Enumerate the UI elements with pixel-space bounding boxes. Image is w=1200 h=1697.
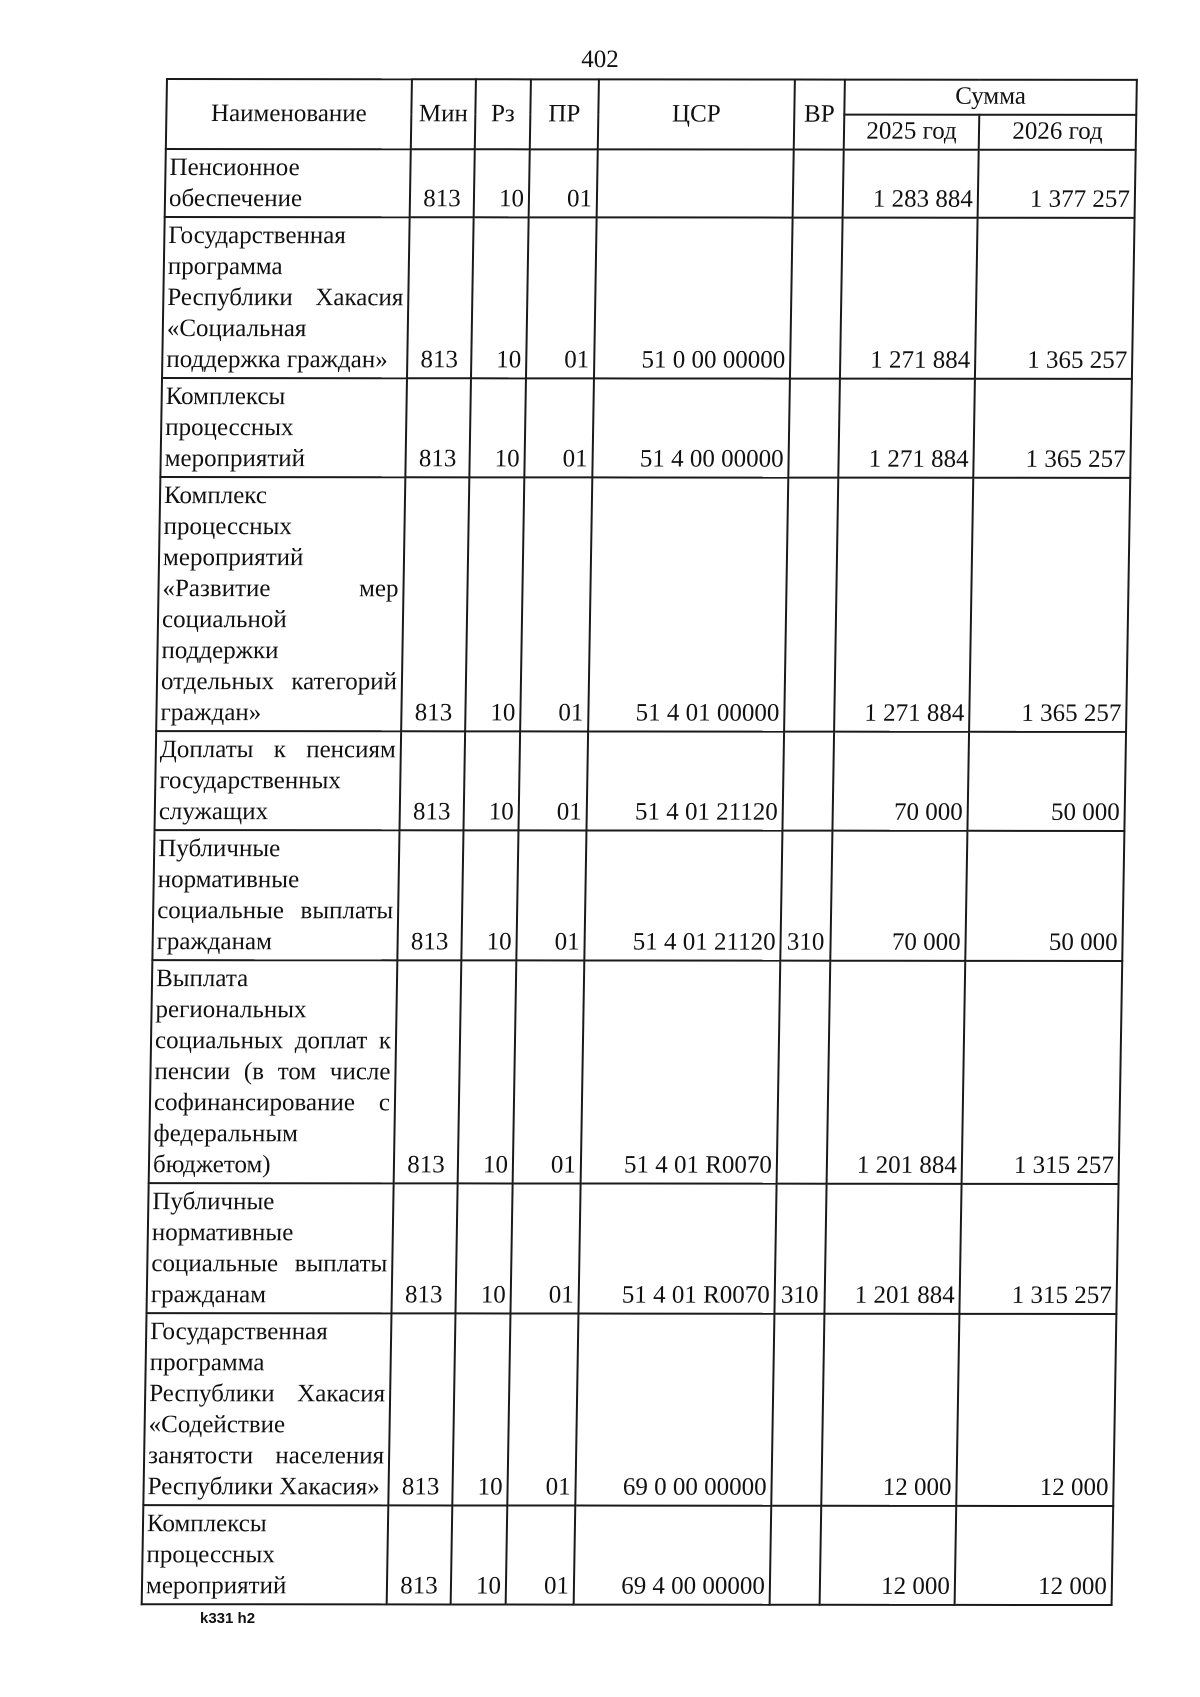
budget-table bbox=[141, 78, 1138, 1606]
row-csr-cell: 69 0 00 00000 bbox=[575, 1314, 774, 1506]
row-rz-cell: 10 bbox=[461, 830, 518, 960]
row-2025-cell: 1 271 884 bbox=[834, 478, 973, 732]
row-rz-cell: 10 bbox=[471, 217, 529, 378]
table-row bbox=[160, 378, 1132, 478]
row-pr-cell: 01 bbox=[516, 830, 586, 960]
row-vr-cell bbox=[784, 478, 838, 732]
row-2026-cell: 1 365 257 bbox=[975, 218, 1135, 379]
row-rz-cell: 10 bbox=[451, 1505, 508, 1604]
table-body bbox=[142, 149, 1136, 1605]
row-csr-cell bbox=[597, 149, 794, 217]
row-csr-cell: 51 4 01 R0070 bbox=[578, 1184, 776, 1314]
budget-table-container bbox=[141, 78, 1138, 1606]
row-2026-cell: 50 000 bbox=[967, 732, 1126, 831]
row-min-cell: 813 bbox=[391, 1183, 457, 1313]
row-csr-cell: 69 4 00 00000 bbox=[574, 1506, 772, 1605]
row-vr-cell: 310 bbox=[780, 831, 832, 961]
row-2025-cell: 12 000 bbox=[820, 1506, 957, 1605]
row-name-cell: Государственная программа Республики Хакасия «Содействие занятости населения Республики Хакасия» bbox=[143, 1313, 391, 1505]
row-2026-cell: 1 365 257 bbox=[973, 379, 1132, 478]
row-2025-cell: 1 271 884 bbox=[838, 379, 975, 478]
row-min-cell: 813 bbox=[399, 731, 465, 830]
row-2025-cell: 12 000 bbox=[821, 1314, 959, 1506]
row-csr-cell: 51 4 01 00000 bbox=[588, 477, 788, 731]
row-vr-cell bbox=[793, 150, 844, 218]
row-pr-cell: 01 bbox=[524, 378, 594, 477]
row-rz-cell: 10 bbox=[458, 960, 517, 1183]
row-2026-cell: 12 000 bbox=[955, 1506, 1114, 1605]
table-row bbox=[143, 1313, 1116, 1506]
row-name-cell: Публичные нормативные социальные выплаты гражданам bbox=[152, 830, 399, 960]
row-rz-cell: 10 bbox=[463, 731, 520, 830]
header-rz: Рз bbox=[475, 79, 531, 149]
row-name-cell: Государственная программа Республики Хакасия «Социальная поддержка граждан» bbox=[162, 217, 410, 378]
header-sum: Сумма bbox=[844, 80, 1137, 115]
row-name-cell: Публичные нормативные социальные выплаты гражданам bbox=[147, 1183, 394, 1313]
row-2025-cell: 1 201 884 bbox=[824, 1184, 961, 1314]
row-2026-cell: 50 000 bbox=[965, 831, 1124, 961]
row-vr-cell bbox=[788, 379, 840, 478]
row-2026-cell: 1 315 257 bbox=[962, 961, 1123, 1184]
header-name: Наименование bbox=[166, 79, 412, 149]
footer-code: k331 h2 bbox=[200, 1610, 256, 1627]
row-pr-cell: 01 bbox=[520, 477, 592, 731]
page-number: 402 bbox=[581, 46, 619, 73]
row-csr-cell: 51 4 01 21120 bbox=[584, 830, 782, 960]
table-row bbox=[155, 731, 1127, 831]
row-min-cell: 813 bbox=[394, 960, 462, 1183]
row-rz-cell: 10 bbox=[452, 1313, 510, 1505]
row-vr-cell: 310 bbox=[774, 1184, 826, 1314]
row-min-cell: 813 bbox=[397, 830, 463, 960]
row-min-cell: 813 bbox=[388, 1313, 455, 1505]
row-2026-cell: 12 000 bbox=[956, 1314, 1116, 1506]
row-2025-cell: 1 271 884 bbox=[840, 218, 978, 379]
row-name-cell: Выплата региональных социальных доплат к пенсии (в том числе софинансирование с федеральным бюджетом) bbox=[149, 960, 398, 1183]
row-pr-cell: 01 bbox=[507, 1313, 578, 1505]
row-min-cell: 813 bbox=[401, 477, 469, 731]
row-pr-cell: 01 bbox=[529, 149, 598, 217]
row-2025-cell: 1 201 884 bbox=[827, 961, 966, 1184]
row-name-cell: Пенсионное обеспечение bbox=[165, 149, 411, 217]
row-vr-cell bbox=[777, 961, 831, 1184]
row-min-cell: 813 bbox=[387, 1505, 453, 1604]
row-csr-cell: 51 4 01 21120 bbox=[586, 731, 784, 830]
row-vr-cell bbox=[770, 1506, 822, 1605]
row-csr-cell: 51 0 00 00000 bbox=[594, 217, 793, 378]
table-row bbox=[142, 1505, 1114, 1605]
row-name-cell: Комплексы процессных мероприятий bbox=[160, 378, 407, 477]
row-pr-cell: 01 bbox=[513, 960, 585, 1183]
table-row bbox=[162, 217, 1135, 379]
row-2025-cell: 1 283 884 bbox=[843, 150, 979, 218]
table-row bbox=[147, 1183, 1119, 1314]
row-2025-cell: 70 000 bbox=[830, 831, 967, 961]
row-csr-cell: 51 4 00 00000 bbox=[592, 378, 790, 477]
row-pr-cell: 01 bbox=[526, 217, 597, 378]
row-2025-cell: 70 000 bbox=[832, 732, 969, 831]
row-pr-cell: 01 bbox=[518, 731, 588, 830]
row-pr-cell: 01 bbox=[510, 1183, 580, 1313]
row-vr-cell bbox=[790, 218, 843, 379]
row-2026-cell: 1 315 257 bbox=[959, 1184, 1118, 1314]
row-rz-cell: 10 bbox=[455, 1183, 512, 1313]
row-vr-cell bbox=[782, 732, 834, 831]
row-name-cell: Доплаты к пенсиям государственных служащих bbox=[155, 731, 402, 830]
header-2026: 2026 год bbox=[979, 115, 1137, 150]
row-rz-cell: 10 bbox=[465, 477, 524, 731]
row-pr-cell: 01 bbox=[506, 1505, 576, 1604]
row-2026-cell: 1 365 257 bbox=[969, 478, 1130, 732]
row-min-cell: 813 bbox=[410, 149, 475, 217]
header-csr: ЦСР bbox=[598, 79, 795, 149]
row-rz-cell: 10 bbox=[474, 149, 530, 217]
row-name-cell: Комплексы процессных мероприятий bbox=[142, 1505, 389, 1604]
header-2025: 2025 год bbox=[844, 115, 980, 150]
row-name-cell: Комплекс процессных мероприятий «Развитие мер социальной поддержки отдельных категорий граждан» bbox=[156, 477, 405, 731]
header-vr: ВР bbox=[794, 80, 845, 150]
row-vr-cell bbox=[771, 1314, 824, 1506]
table-row bbox=[149, 960, 1123, 1184]
row-2026-cell: 1 377 257 bbox=[978, 150, 1136, 218]
row-csr-cell: 51 4 01 R0070 bbox=[581, 960, 781, 1183]
table-row bbox=[156, 477, 1130, 732]
table-row bbox=[152, 830, 1124, 961]
header-pr: ПР bbox=[530, 79, 599, 149]
row-min-cell: 813 bbox=[405, 378, 471, 477]
header-min: Мин bbox=[411, 79, 476, 149]
row-min-cell: 813 bbox=[407, 217, 474, 378]
row-rz-cell: 10 bbox=[469, 378, 526, 477]
table-row bbox=[165, 149, 1136, 218]
